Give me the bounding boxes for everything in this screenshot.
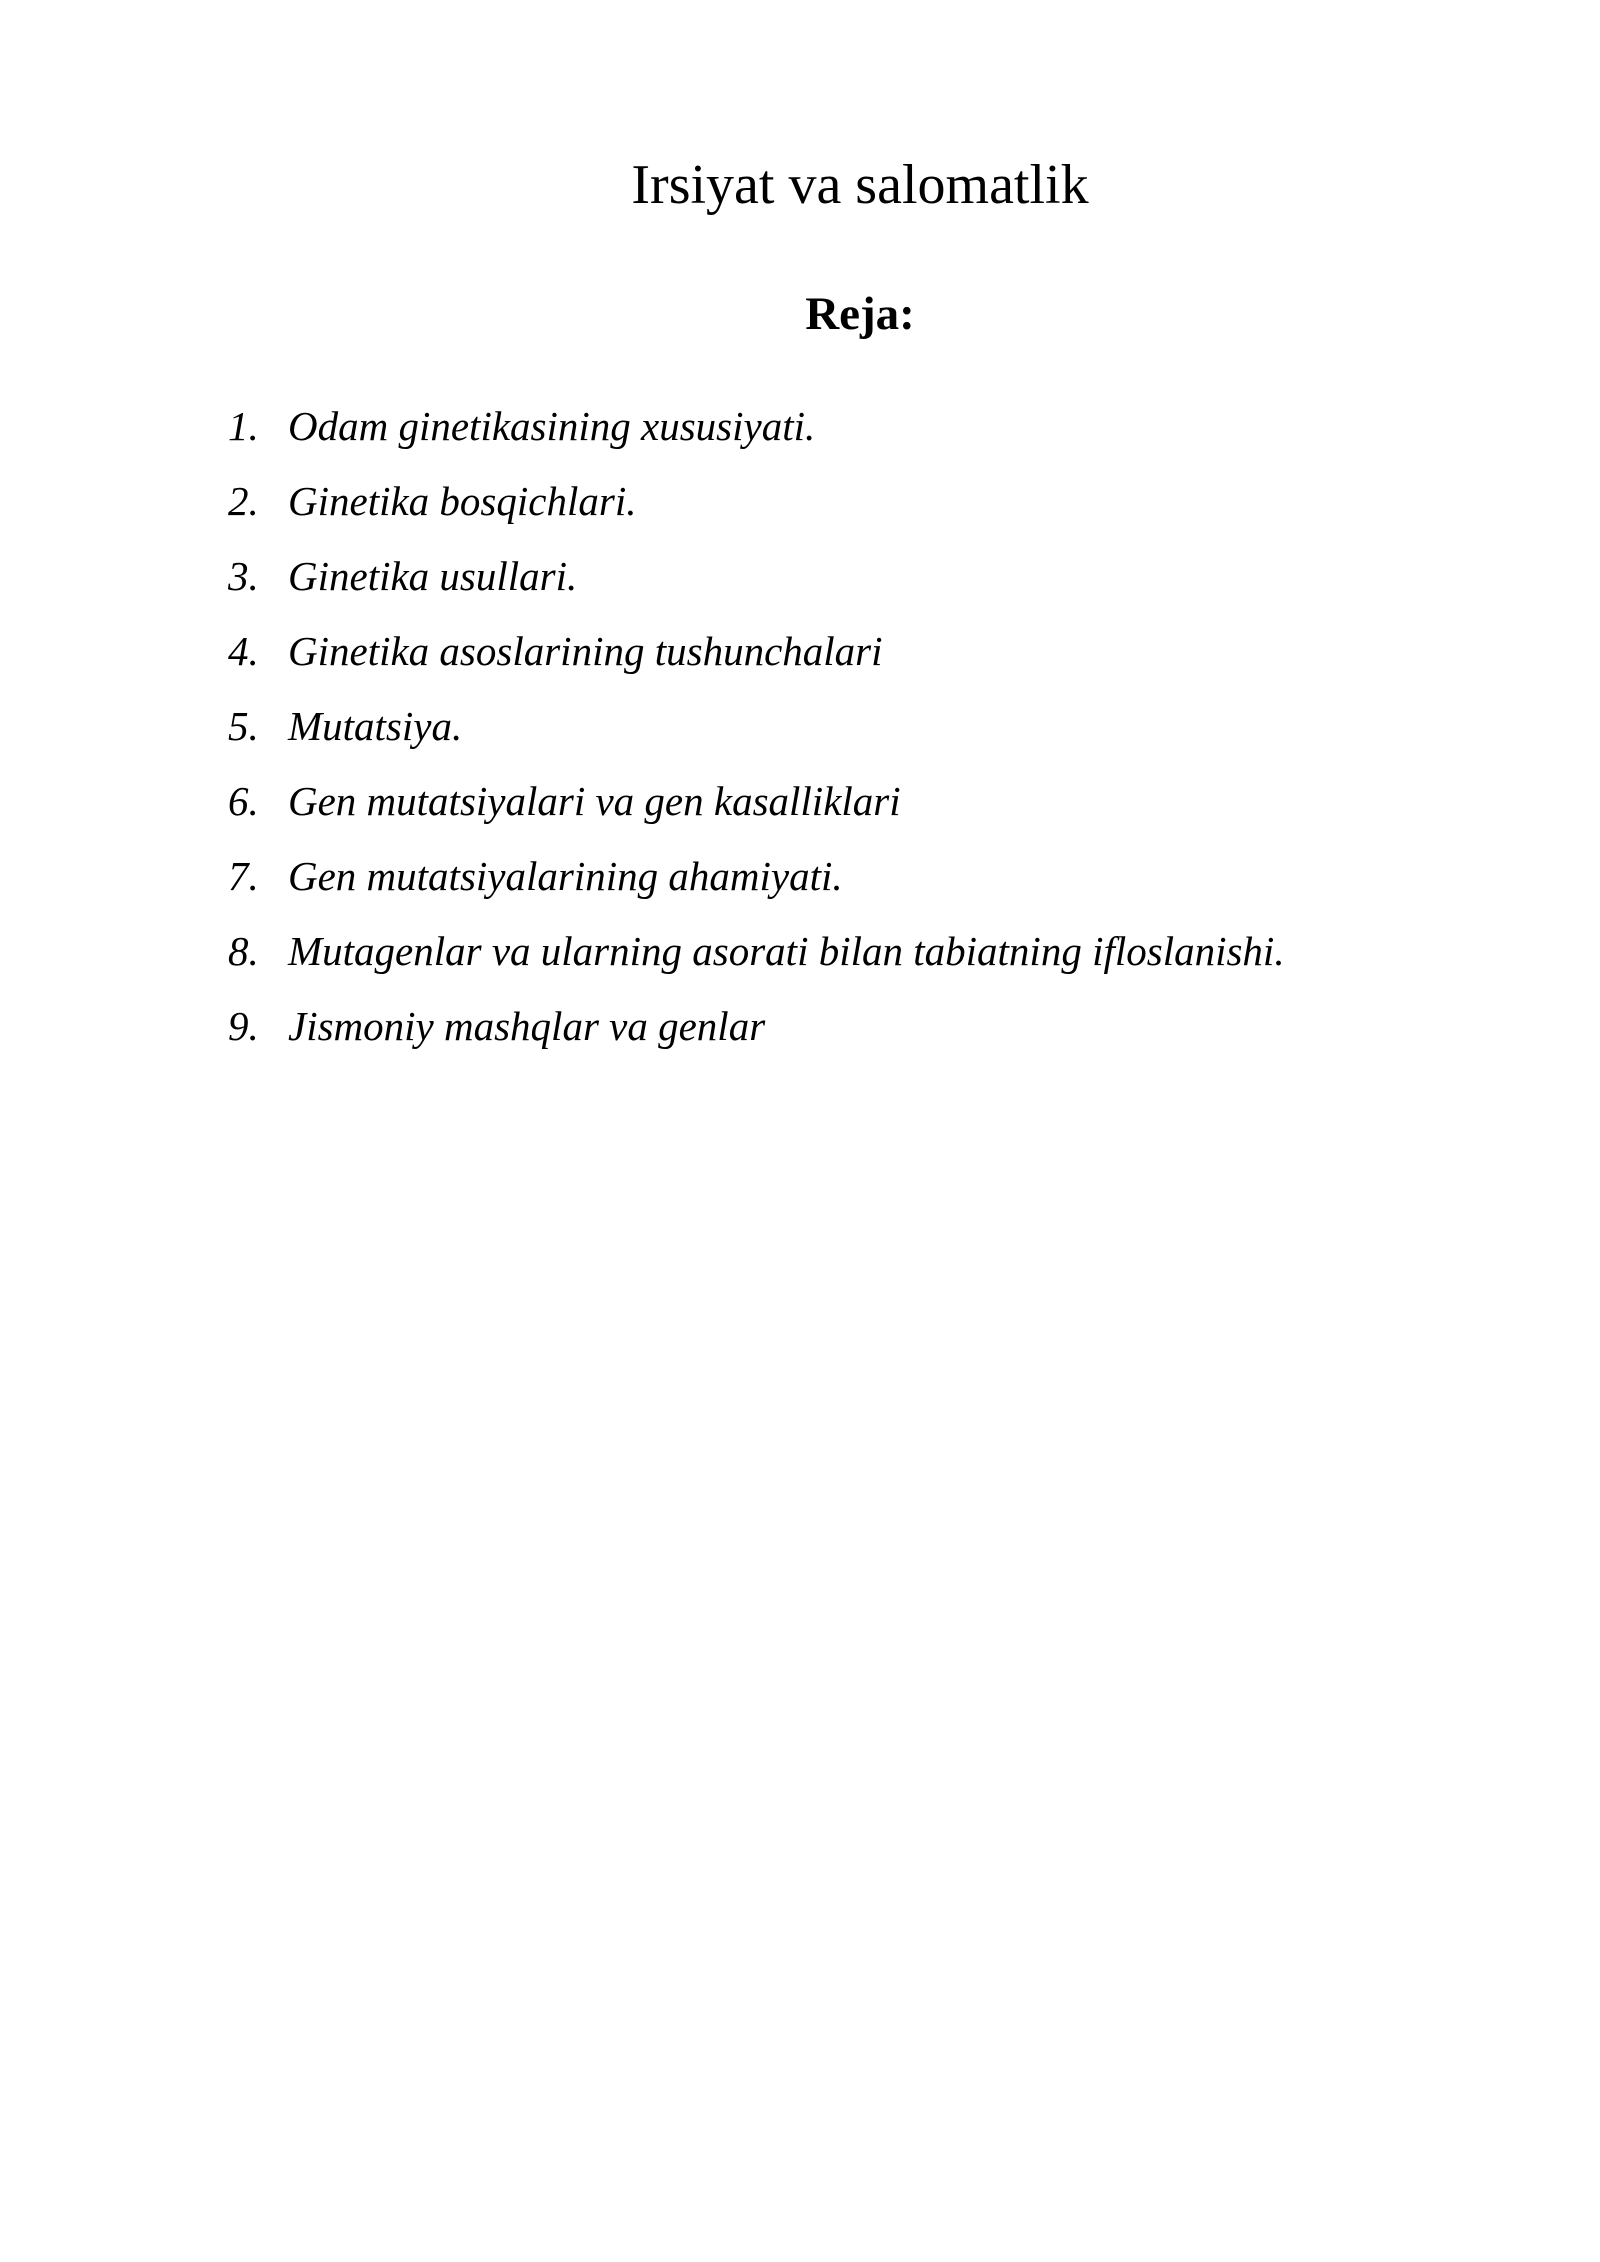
plan-item-text: Odam ginetikasining xususiyati. bbox=[288, 403, 816, 449]
plan-heading: Reja: bbox=[805, 288, 915, 340]
plan-item-text: Gen mutatsiyalarining ahamiyati. bbox=[288, 853, 843, 899]
plan-item-number: 9. bbox=[228, 1003, 259, 1049]
plan-item-text: Ginetika bosqichlari. bbox=[288, 478, 637, 524]
plan-item-number: 2. bbox=[228, 478, 259, 524]
plan-item-text: Gen mutatsiyalari va gen kasalliklari bbox=[288, 778, 901, 824]
plan-item bbox=[228, 398, 1428, 473]
plan-item bbox=[228, 623, 1428, 698]
plan-item bbox=[228, 698, 1428, 773]
plan-item bbox=[228, 998, 1428, 1073]
plan-item bbox=[228, 548, 1428, 623]
plan-item bbox=[228, 473, 1428, 548]
plan-item-number: 5. bbox=[228, 703, 259, 749]
plan-list bbox=[228, 398, 1428, 1073]
plan-item-number: 7. bbox=[228, 853, 259, 899]
plan-item-number: 6. bbox=[228, 778, 259, 824]
page-title: Irsiyat va salomatlik bbox=[631, 154, 1089, 216]
plan-item-text: Mutatsiya. bbox=[288, 703, 463, 749]
plan-item-text: Mutagenlar va ularning asorati bilan tabiatning ifloslanishi. bbox=[288, 928, 1285, 974]
plan-item-text: Jismoniy mashqlar va genlar bbox=[288, 1003, 766, 1049]
plan-item-number: 1. bbox=[228, 403, 259, 449]
plan-item-number: 3. bbox=[228, 553, 259, 599]
plan-item bbox=[228, 773, 1428, 848]
plan-item-text: Ginetika usullari. bbox=[288, 553, 578, 599]
plan-item-number: 4. bbox=[228, 628, 259, 674]
plan-item bbox=[228, 923, 1428, 998]
plan-item-number: 8. bbox=[228, 928, 259, 974]
plan-item-text: Ginetika asoslarining tushunchalari bbox=[288, 628, 883, 674]
plan-item bbox=[228, 848, 1428, 923]
